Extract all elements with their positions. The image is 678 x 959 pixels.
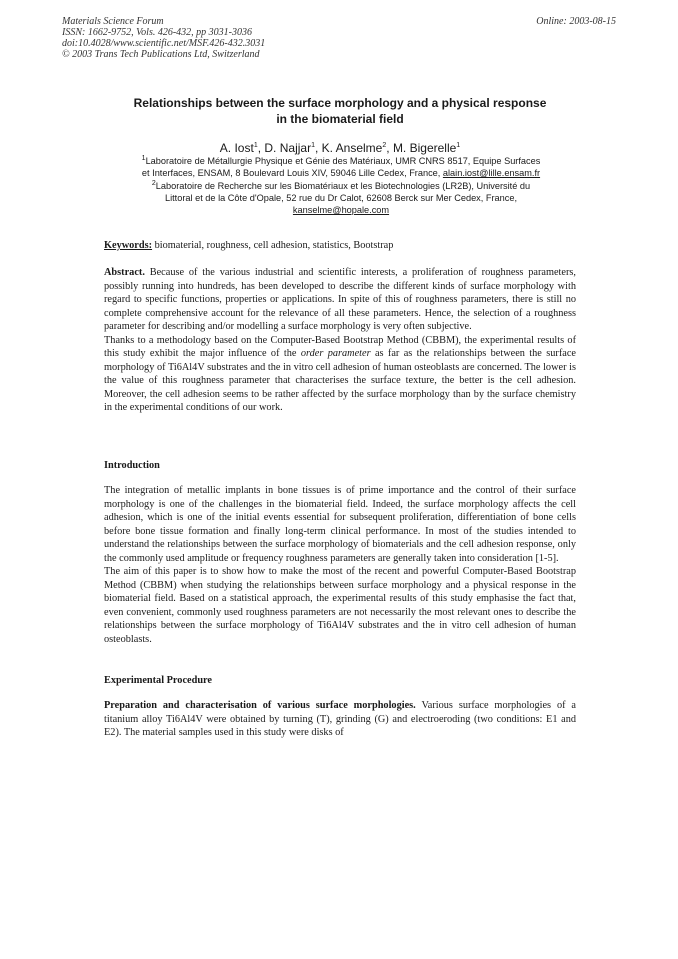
journal-header <box>62 16 265 60</box>
abstract-label: Abstract. <box>104 267 145 278</box>
experimental-subheading: Preparation and characterisation of various surface morphologies. <box>104 700 416 711</box>
paper-title <box>90 95 590 127</box>
journal-name: Materials Science Forum <box>62 16 164 27</box>
experimental-heading: Experimental Procedure <box>104 675 213 686</box>
author-list: A. Iost$^1$, D. Najjar$^1$, K. Anselme$^2$, M. Bigerelle$^1$ <box>219 141 461 155</box>
author-name: A. Iost <box>219 141 254 155</box>
keywords-text: biomaterial, roughness, cell adhesion, statistics, Bootstrap <box>152 240 394 251</box>
affiliation-2-line-1: Laboratoire de Recherche sur les Biomatériaux et les Biotechnologies (LR2B), Université du <box>155 180 531 191</box>
affiliation-1-line-1: Laboratoire de Métallurgie Physique et Génie des Matériaux, UMR CNRS 8517, Equipe Surfaces <box>145 156 541 166</box>
keywords <box>104 239 576 253</box>
title-line-2: in the biomaterial field <box>276 112 404 126</box>
abstract-text-2a: Thanks to a methodology based on the Computer-Based Bootstrap Method (CBBM), the experimental results of this study exhibit the major influence of the <box>104 334 576 359</box>
experimental-body <box>104 699 576 740</box>
experimental-paragraph-1 <box>104 699 576 740</box>
introduction-heading: Introduction <box>104 460 160 471</box>
author-name: K. Anselme <box>321 141 383 155</box>
affiliation-1-line-2: et Interfaces, ENSAM, 8 Boulevard Louis XIV, 59046 Lille Cedex, France, <box>141 168 441 179</box>
author-affiliation-mark: 1 <box>253 142 258 149</box>
author-name: D. Najjar <box>264 141 312 155</box>
title-line-1: Relationships between the surface morphology and a physical response <box>133 96 547 110</box>
abstract-emphasis: order parameter <box>300 348 371 359</box>
issn-line: ISSN: 1662-9752, Vols. 426-432, pp 3031-3036 <box>62 27 252 38</box>
keywords-label: Keywords: <box>104 240 153 251</box>
abstract-paragraph-1 <box>104 266 576 334</box>
doi-line[interactable]: doi:10.4028/www.scientific.net/MSF.426-432.3031 <box>62 38 266 49</box>
introduction-body <box>104 484 576 646</box>
copyright-line: © 2003 Trans Tech Publications Ltd, Switzerland <box>62 49 260 60</box>
author-affiliation-mark: 1 <box>456 142 461 149</box>
experimental-text: Various surface morphologies of a titanium alloy Ti6Al4V were obtained by turning (T), grinding (G) and electroeroding (two conditions: E1 and E2). The material samples used in this study were disks of <box>104 700 576 738</box>
abstract <box>104 266 576 415</box>
author-affiliation-mark: 1 <box>311 142 315 149</box>
abstract-text-1: Because of the various industrial and scientific interests, a proliferation of roughness parameters, possibly running into hundreds, has been developed to describe the different kinds of surface morphology with regard to specific functions, properties or applications. In spite of this of roughness parameters, there is still no complete comprehensive account for the relevance of all these parameters. Hence, the selection of a roughness parameter for describing and/or modelling a surface morphology is very often subjective. <box>104 267 576 332</box>
author-name: M. Bigerelle <box>392 141 457 155</box>
affiliations <box>96 155 586 216</box>
introduction-paragraph-2: The aim of this paper is to show how to make the most of the recent and powerful Computer-Based Bootstrap Method (CBBM) when studying the relationships between surface morphology and a physical response in the biomaterial field. Based on a statistical approach, the experimental results of this study emphasise the fact that, even convenient, commonly used roughness parameters are not necessarily the most relevant ones to describe the relationships between the surface morphology of Ti6Al4V substrates and the in vitro cell adhesion of human osteoblasts. <box>104 566 576 645</box>
introduction-paragraph-1: The integration of metallic implants in bone tissues is of prime importance and the control of their surface morphology is one of the challenges in the biomaterial field. Indeed, the surface morphology affects the cell adhesion, which is one of the initial events essential for subsequent proliferation, differentiation of bone cells before bone tissue formation and finally long-term clinical performance. In most of the studies intended to understand the relationships between the surface morphology of biomaterials and the cell adhesion response, only the commonly used amplitude or frequency roughness parameters are generally taken into consideration [1-5]. <box>104 485 576 564</box>
abstract-text-2b: as far as the relationships between the surface morphology of Ti6Al4V substrates and the in vitro cell adhesion of human osteoblasts are concerned. The lower is the value of this roughness parameter that characterises the surface texture, the better is the cell adhesion. Moreover, the cell adhesion seems to be rather affected by the surface morphology than by the surface chemistry in the experimental conditions of our work. <box>104 348 576 413</box>
abstract-paragraph-2 <box>104 334 576 415</box>
email-link-1[interactable]: alain.iost@lille.ensam.fr <box>442 168 541 179</box>
affiliation-mark: 2 <box>151 179 156 187</box>
email-link-2[interactable]: kanselme@hopale.com <box>292 205 390 216</box>
author-affiliation-mark: 2 <box>382 142 387 149</box>
online-date: Online: 2003-08-15 <box>536 16 616 27</box>
affiliation-2-line-2: Littoral et de la Côte d'Opale, 52 rue du Dr Calot, 62608 Berck sur Mer Cedex, France, <box>164 192 518 203</box>
affiliation-mark: 1 <box>141 154 146 162</box>
